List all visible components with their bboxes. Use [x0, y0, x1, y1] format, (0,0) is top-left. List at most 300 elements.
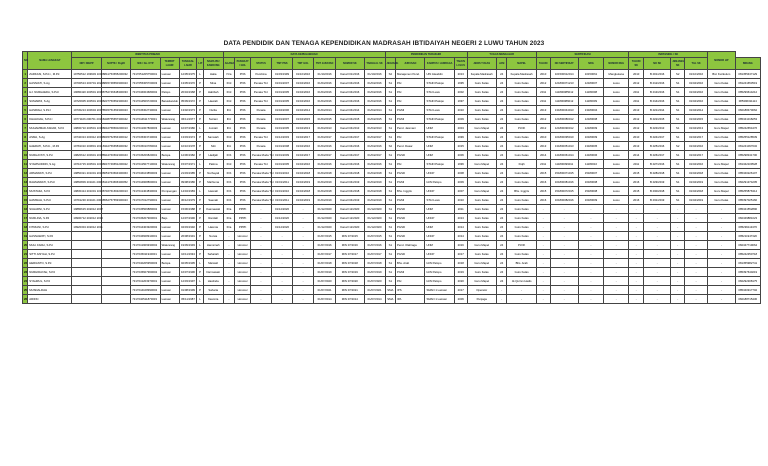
table-cell[interactable]: Guru Kelas [507, 133, 536, 142]
table-cell[interactable]: 19880615 202012 2007 [72, 205, 101, 214]
table-cell[interactable]: 14/04/1983 [179, 187, 197, 196]
table-cell[interactable]: 24 [496, 151, 507, 160]
table-cell[interactable]: STAIN Palopo [425, 115, 454, 124]
table-cell[interactable] [72, 268, 101, 277]
table-cell[interactable]: Luwu [604, 124, 629, 133]
row-number-cell[interactable]: 21 [23, 250, 28, 259]
column-header[interactable]: JURUSAN [396, 58, 425, 70]
table-cell[interactable]: 082349881023 [735, 214, 760, 223]
table-cell[interactable]: 2013 [454, 214, 467, 223]
table-cell[interactable]: - [507, 286, 536, 295]
table-cell[interactable]: 19791230 201101 2004 [72, 196, 101, 205]
table-cell[interactable]: - [293, 268, 314, 277]
table-cell[interactable]: - [550, 232, 578, 241]
column-header[interactable]: NO SERTIFIKAT [550, 58, 578, 70]
table-cell[interactable]: PGMI [396, 268, 425, 277]
table-cell[interactable]: 01/04/2018 [364, 169, 385, 178]
column-header[interactable]: NRG [578, 58, 603, 70]
table-cell[interactable]: Guru Kelas [467, 169, 496, 178]
table-cell[interactable]: Honorer [235, 241, 251, 250]
column-header[interactable]: TANGGAL SK [364, 58, 385, 70]
table-cell[interactable]: 01/04/2016 [364, 142, 385, 151]
table-cell[interactable]: 1996 [454, 160, 467, 169]
table-cell[interactable]: B.012/2016 [644, 79, 671, 88]
table-cell[interactable]: 8047749651200022 [101, 160, 130, 169]
table-row[interactable] [23, 88, 761, 97]
row-number-cell[interactable]: 22 [23, 259, 28, 268]
table-cell[interactable]: Guru Kelas [467, 133, 496, 142]
column-header[interactable]: NOMOR REG [604, 58, 629, 70]
table-cell[interactable]: - [685, 223, 708, 232]
table-cell[interactable]: - [272, 259, 293, 268]
table-cell[interactable]: 16180009 [578, 196, 603, 205]
table-cell[interactable]: Penata [251, 115, 272, 124]
table-cell[interactable]: 01/04/2016 [685, 79, 708, 88]
table-cell[interactable]: 01/04/2017 [293, 133, 314, 142]
column-header[interactable]: BIDANG [735, 58, 760, 70]
table-cell[interactable]: 7317045302730002 [131, 106, 160, 115]
table-cell[interactable]: 2012 [629, 79, 644, 88]
table-cell[interactable]: 131800044013 [550, 106, 578, 115]
table-cell[interactable]: STAIN Palopo [425, 97, 454, 106]
table-cell[interactable]: 2012 [629, 115, 644, 124]
table-cell[interactable]: STAIN Palopo [425, 79, 454, 88]
table-cell[interactable]: P [197, 142, 203, 151]
row-number-cell[interactable]: 14 [23, 187, 28, 196]
column-header[interactable]: TMT GOL [293, 58, 314, 70]
table-cell[interactable]: Kanwil 01/2016 [336, 70, 364, 79]
table-cell[interactable]: 085397025160 [735, 196, 760, 205]
table-cell[interactable]: 7317045506880002 [131, 205, 160, 214]
table-cell[interactable]: Kanwil 04/2018 [336, 169, 364, 178]
table-cell[interactable]: 161800082016 [550, 196, 578, 205]
table-cell[interactable]: 01/04/2014 [314, 106, 336, 115]
table-cell[interactable]: S1 [385, 169, 396, 178]
table-cell[interactable]: 12/05/1975 [179, 70, 197, 79]
table-cell[interactable]: Luwu [604, 97, 629, 106]
table-cell[interactable]: 2016 [536, 196, 550, 205]
table-cell[interactable]: UIN Alauddin [425, 70, 454, 79]
table-cell[interactable]: Walenrang [160, 160, 179, 169]
table-cell[interactable]: - [578, 277, 603, 286]
table-cell[interactable]: UNCP [425, 187, 454, 196]
table-cell[interactable]: - [251, 268, 272, 277]
table-cell[interactable]: Hadijah [203, 151, 223, 160]
table-cell[interactable]: 111800099011 [550, 160, 578, 169]
table-row[interactable] [23, 160, 761, 169]
table-cell[interactable]: PNS [235, 151, 251, 160]
table-cell[interactable]: Guru Kelas [708, 196, 735, 205]
table-cell[interactable]: - [708, 277, 735, 286]
table-cell[interactable]: Kasmawati [203, 205, 223, 214]
table-cell[interactable]: - [251, 286, 272, 295]
table-cell[interactable]: 131800051013 [550, 142, 578, 151]
table-cell[interactable]: 19710715 200501 1004 [72, 160, 101, 169]
table-cell[interactable]: 01/12/2020 [272, 214, 293, 223]
table-cell[interactable]: 01/07/2018 [314, 259, 336, 268]
table-cell[interactable]: - [536, 277, 550, 286]
table-cell[interactable]: Bhs. Inggris [396, 187, 425, 196]
table-cell[interactable] [101, 223, 130, 232]
table-cell[interactable]: 101500612014 [550, 70, 578, 79]
table-cell[interactable]: - [644, 295, 671, 304]
table-cell[interactable]: 2008 [454, 169, 467, 178]
name-cell[interactable]: SYAMSUDDIN, S.Ag [28, 160, 72, 169]
table-cell[interactable]: Pend. Dasar [396, 142, 425, 151]
table-cell[interactable]: 04/03/1992 [179, 223, 197, 232]
table-cell[interactable]: 30/12/1979 [179, 196, 197, 205]
column-header[interactable]: NAMA IBU KANDUNG [203, 58, 223, 70]
table-cell[interactable]: Guru Kelas [467, 205, 496, 214]
table-cell[interactable]: Marhuma [203, 178, 223, 187]
table-cell[interactable]: Kanwil 04/2019 [336, 178, 364, 187]
table-cell[interactable]: Kanwil 12/2020 [336, 223, 364, 232]
table-cell[interactable]: 2011 [629, 160, 644, 169]
table-cell[interactable]: - [629, 277, 644, 286]
table-cell[interactable]: 01/01/2010 [272, 187, 293, 196]
table-cell[interactable]: 8342756658300032 [101, 142, 130, 151]
table-cell[interactable]: PPPK [235, 205, 251, 214]
table-cell[interactable]: Penata Tk.I [251, 97, 272, 106]
table-cell[interactable]: Luwu [604, 160, 629, 169]
table-cell[interactable]: 05/11/1987 [179, 295, 197, 304]
row-number-cell[interactable]: 20 [23, 241, 28, 250]
table-cell[interactable]: 12/06/1982 [179, 151, 197, 160]
table-cell[interactable]: L [197, 241, 203, 250]
table-cell[interactable]: S1 [671, 133, 685, 142]
table-cell[interactable]: 01/04/2016 [314, 79, 336, 88]
table-cell[interactable]: - [604, 268, 629, 277]
table-cell[interactable]: 01/04/2016 [293, 79, 314, 88]
table-cell[interactable]: - [671, 259, 685, 268]
table-cell[interactable]: 24 [496, 259, 507, 268]
column-header[interactable]: NUPTK / PegID [101, 58, 130, 70]
name-cell[interactable]: HAERATI, S.Pd.I., M.Pd [28, 142, 72, 151]
table-cell[interactable]: Kanwil 04/2016 [336, 88, 364, 97]
table-cell[interactable]: 16180008 [578, 178, 603, 187]
table-cell[interactable]: S1 [671, 160, 685, 169]
table-cell[interactable]: 19771106 200701 2015 [72, 115, 101, 124]
table-cell[interactable]: B.022/2015 [644, 115, 671, 124]
table-cell[interactable]: Sahariah [203, 250, 223, 259]
table-cell[interactable]: 01/07/2016 [364, 241, 385, 250]
table-cell[interactable]: - [272, 286, 293, 295]
table-cell[interactable]: 01/04/2019 [293, 196, 314, 205]
table-cell[interactable]: 01/04/2006 [272, 106, 293, 115]
table-cell[interactable]: 121800071213 [550, 79, 578, 88]
name-cell[interactable]: NURLINA, S.Pd [28, 214, 72, 223]
table-cell[interactable]: 085242350718 [735, 250, 760, 259]
table-cell[interactable]: 2015 [454, 142, 467, 151]
table-cell[interactable]: IPA [396, 295, 425, 304]
table-cell[interactable]: 01/10/2016 [314, 70, 336, 79]
table-cell[interactable]: - [644, 277, 671, 286]
table-cell[interactable]: IPS [396, 286, 425, 295]
table-cell[interactable]: 7317045207900001 [131, 214, 160, 223]
table-cell[interactable]: 085299614212 [735, 88, 760, 97]
table-cell[interactable]: B.014/2016 [644, 97, 671, 106]
table-cell[interactable]: 082291374205 [735, 178, 760, 187]
table-cell[interactable]: L [197, 124, 203, 133]
row-number-cell[interactable]: 24 [23, 277, 28, 286]
table-cell[interactable] [101, 259, 130, 268]
table-cell[interactable]: UNCP [425, 232, 454, 241]
table-cell[interactable]: - [671, 205, 685, 214]
table-cell[interactable]: - [272, 295, 293, 304]
table-cell[interactable]: Guru Kelas [507, 97, 536, 106]
table-cell[interactable]: Al-Qur'an Hadis [507, 277, 536, 286]
table-cell[interactable]: - [272, 277, 293, 286]
table-cell[interactable]: - [708, 268, 735, 277]
table-cell[interactable]: - [604, 295, 629, 304]
table-cell[interactable]: Guru Kelas [467, 268, 496, 277]
table-row[interactable] [23, 115, 761, 124]
table-cell[interactable]: - [708, 214, 735, 223]
table-cell[interactable]: B.001/2016 [644, 70, 671, 79]
table-cell[interactable]: 8562757659300023 [101, 196, 130, 205]
table-cell[interactable]: Guru Mapel [708, 187, 735, 196]
table-cell[interactable]: - [223, 286, 235, 295]
table-cell[interactable]: PAI [396, 88, 425, 97]
table-cell[interactable]: 24 [496, 178, 507, 187]
name-cell[interactable]: ASMA, S.Ag [28, 133, 72, 142]
table-cell[interactable]: Kanwil 12/2020 [336, 205, 364, 214]
table-cell[interactable]: 14180006 [578, 151, 603, 160]
table-cell[interactable]: - [629, 214, 644, 223]
table-cell[interactable]: - [223, 268, 235, 277]
table-cell[interactable]: PGSD [396, 214, 425, 223]
table-cell[interactable]: Kasmira [203, 295, 223, 304]
table-cell[interactable]: Hatia [203, 70, 223, 79]
table-cell[interactable]: Luwu [604, 142, 629, 151]
table-cell[interactable]: 24 [496, 70, 507, 79]
table-cell[interactable]: 2013 [454, 70, 467, 79]
table-cell[interactable]: 24 [496, 250, 507, 259]
table-cell[interactable]: - [536, 268, 550, 277]
table-cell[interactable]: P [197, 268, 203, 277]
table-cell[interactable]: IAIN Palopo [425, 277, 454, 286]
table-cell[interactable]: STAI Luwu [425, 106, 454, 115]
table-cell[interactable]: Kanwil 04/2016 [336, 97, 364, 106]
table-cell[interactable]: 081355437129 [735, 70, 760, 79]
table-cell[interactable]: MIN 07/2015 [336, 232, 364, 241]
table-cell[interactable]: 09/08/1986 [179, 178, 197, 187]
table-cell[interactable]: 19750512 199903 1002 [72, 70, 101, 79]
table-cell[interactable]: 24 [496, 187, 507, 196]
table-cell[interactable]: 12/07/1990 [179, 214, 197, 223]
table-cell[interactable] [101, 241, 130, 250]
table-cell[interactable]: 01/01/2011 [272, 178, 293, 187]
table-cell[interactable]: - [223, 277, 235, 286]
table-cell[interactable]: Lamasi [160, 70, 179, 79]
table-cell[interactable]: 2016 [536, 178, 550, 187]
table-cell[interactable]: - [578, 232, 603, 241]
column-header[interactable]: KAMPUS / LEMBAGA [425, 58, 454, 70]
table-cell[interactable]: Guru Kelas [467, 196, 496, 205]
table-cell[interactable]: 2010 [536, 133, 550, 142]
table-cell[interactable]: Guru Mapel [708, 124, 735, 133]
table-cell[interactable]: 24 [496, 133, 507, 142]
table-cell[interactable]: Saharia [203, 286, 223, 295]
table-row[interactable] [23, 70, 761, 79]
table-cell[interactable]: PNS [235, 133, 251, 142]
table-cell[interactable]: Pompengan [160, 187, 179, 196]
table-cell[interactable]: B.021/2014 [644, 106, 671, 115]
table-cell[interactable]: - [629, 286, 644, 295]
table-cell[interactable]: - [550, 295, 578, 304]
table-cell[interactable]: 01/04/2018 [314, 169, 336, 178]
table-cell[interactable]: 01/01/2005 [272, 124, 293, 133]
table-cell[interactable]: Guru Kelas [507, 196, 536, 205]
table-cell[interactable]: III/c [223, 106, 235, 115]
table-cell[interactable]: 8653763664300063 [101, 169, 130, 178]
table-cell[interactable]: 01/07/2014 [364, 295, 385, 304]
table-cell[interactable]: Mina [203, 79, 223, 88]
name-cell[interactable]: NURHIDAYAH, S.Pd [28, 268, 72, 277]
table-cell[interactable]: 8746761663200013 [101, 187, 130, 196]
table-cell[interactable]: 01/12/2020 [364, 223, 385, 232]
table-cell[interactable]: 085341552890 [735, 205, 760, 214]
table-cell[interactable]: S1 [385, 79, 396, 88]
table-cell[interactable]: Honorer [235, 295, 251, 304]
table-cell[interactable]: - [550, 223, 578, 232]
table-cell[interactable]: STAI Luwu [425, 88, 454, 97]
table-cell[interactable]: III/a [223, 205, 235, 214]
table-cell[interactable]: - [550, 286, 578, 295]
table-cell[interactable]: L [197, 277, 203, 286]
table-cell[interactable]: S2 [671, 70, 685, 79]
table-cell[interactable]: 01/04/2019 [293, 178, 314, 187]
table-cell[interactable]: 01/07/2021 [364, 286, 385, 295]
table-cell[interactable]: 7317047012790001 [131, 196, 160, 205]
table-cell[interactable]: III/d [223, 79, 235, 88]
table-cell[interactable]: - [685, 259, 708, 268]
table-cell[interactable]: - [671, 277, 685, 286]
table-cell[interactable]: MIN 07/2018 [336, 259, 364, 268]
row-number-cell[interactable]: 15 [23, 196, 28, 205]
row-number-cell[interactable]: 18 [23, 223, 28, 232]
table-cell[interactable]: Guru Kelas [708, 106, 735, 115]
table-cell[interactable]: 01/04/2013 [364, 124, 385, 133]
table-cell[interactable]: - [550, 241, 578, 250]
table-cell[interactable]: IAIN Palopo [425, 178, 454, 187]
group-header-certification[interactable]: SERTIFIKASI [536, 52, 628, 58]
table-cell[interactable]: 01/07/2014 [314, 295, 336, 304]
table-cell[interactable]: 2011 [629, 88, 644, 97]
table-cell[interactable]: Honorer [235, 286, 251, 295]
table-cell[interactable]: - [629, 259, 644, 268]
table-cell[interactable]: 01/04/2016 [685, 88, 708, 97]
table-cell[interactable]: 24 [496, 88, 507, 97]
table-cell[interactable]: Hawiah [203, 97, 223, 106]
column-header[interactable]: JENJANG [385, 58, 396, 70]
name-cell[interactable]: RAHMAWATI, S.Pd.I [28, 178, 72, 187]
column-header[interactable]: TGL SK [685, 58, 708, 70]
table-cell[interactable]: Lamasi [160, 277, 179, 286]
table-cell[interactable]: - [293, 232, 314, 241]
table-cell[interactable]: - [708, 286, 735, 295]
table-cell[interactable]: Guru Kelas [708, 88, 735, 97]
table-cell[interactable]: 01/04/2016 [314, 160, 336, 169]
row-number-cell[interactable]: 25 [23, 286, 28, 295]
table-cell[interactable]: - [644, 205, 671, 214]
table-cell[interactable]: SMAN 1 Lamasi [425, 295, 454, 304]
table-cell[interactable]: 19800710 200501 1006 [72, 124, 101, 133]
table-cell[interactable]: B.030/2018 [644, 187, 671, 196]
table-cell[interactable]: - [223, 250, 235, 259]
table-cell[interactable]: STAIN Palopo [425, 160, 454, 169]
table-cell[interactable]: 12180009 [578, 124, 603, 133]
row-number-cell[interactable]: 5 [23, 106, 28, 115]
table-cell[interactable]: 7317041507710002 [131, 160, 160, 169]
table-cell[interactable]: MIN 07/2014 [336, 295, 364, 304]
table-row[interactable] [23, 295, 761, 304]
table-cell[interactable]: 2012 [629, 124, 644, 133]
row-number-cell[interactable]: 2 [23, 79, 28, 88]
table-cell[interactable]: Guru Kelas [507, 178, 536, 187]
table-cell[interactable]: S2 [671, 142, 685, 151]
table-cell[interactable]: 085340226107 [735, 169, 760, 178]
table-cell[interactable]: 7317046103850003 [131, 169, 160, 178]
table-cell[interactable]: Guru Mapel [467, 259, 496, 268]
table-cell[interactable]: 082292308175 [735, 277, 760, 286]
table-row[interactable] [23, 124, 761, 133]
table-cell[interactable]: Kanwil 04/2017 [336, 151, 364, 160]
table-cell[interactable]: 13/02/1973 [179, 106, 197, 115]
table-cell[interactable]: - [644, 214, 671, 223]
table-cell[interactable]: - [536, 232, 550, 241]
table-cell[interactable]: Guru Kelas [708, 178, 735, 187]
table-cell[interactable]: Bajo [160, 214, 179, 223]
table-cell[interactable]: - [293, 277, 314, 286]
name-cell[interactable]: HASRIAH, S.Pd.I [28, 106, 72, 115]
table-cell[interactable]: Penata Tk.I [251, 133, 272, 142]
name-cell[interactable]: MUHAMMAD ASDAR, S.Pd [28, 124, 72, 133]
table-cell[interactable]: - [604, 286, 629, 295]
table-cell[interactable]: 19/09/1993 [179, 241, 197, 250]
table-cell[interactable]: 26/08/1991 [179, 232, 197, 241]
table-cell[interactable]: Lamasi [160, 250, 179, 259]
table-cell[interactable]: - [604, 277, 629, 286]
table-cell[interactable]: Lamasi [160, 295, 179, 304]
table-cell[interactable]: B.029/2019 [644, 178, 671, 187]
table-cell[interactable]: - [536, 286, 550, 295]
table-cell[interactable]: 161800081016 [550, 178, 578, 187]
table-cell[interactable]: 24 [496, 232, 507, 241]
table-cell[interactable]: 01/04/2019 [685, 178, 708, 187]
name-cell[interactable]: HASNIATI, S.Ag [28, 79, 72, 88]
table-cell[interactable]: PAI [396, 133, 425, 142]
table-cell[interactable]: 2006 [454, 151, 467, 160]
table-cell[interactable]: Guru Kelas [467, 142, 496, 151]
table-cell[interactable]: 7317041404830002 [131, 187, 160, 196]
table-cell[interactable]: PGSD [396, 169, 425, 178]
table-cell[interactable]: Guru Mapel [467, 277, 496, 286]
table-cell[interactable]: - [272, 241, 293, 250]
table-cell[interactable]: Batusitanduk [160, 97, 179, 106]
table-cell[interactable]: Guru Kelas [507, 250, 536, 259]
table-cell[interactable]: - [644, 250, 671, 259]
table-cell[interactable]: Jumiati [203, 124, 223, 133]
table-cell[interactable]: 085341018253 [735, 115, 760, 124]
table-cell[interactable] [72, 295, 101, 304]
table-cell[interactable]: 2012 [536, 115, 550, 124]
table-cell[interactable]: - [685, 277, 708, 286]
table-cell[interactable]: - [644, 232, 671, 241]
table-cell[interactable]: 151800071015 [550, 169, 578, 178]
table-cell[interactable]: - [223, 241, 235, 250]
table-cell[interactable]: Guru Kelas [507, 151, 536, 160]
